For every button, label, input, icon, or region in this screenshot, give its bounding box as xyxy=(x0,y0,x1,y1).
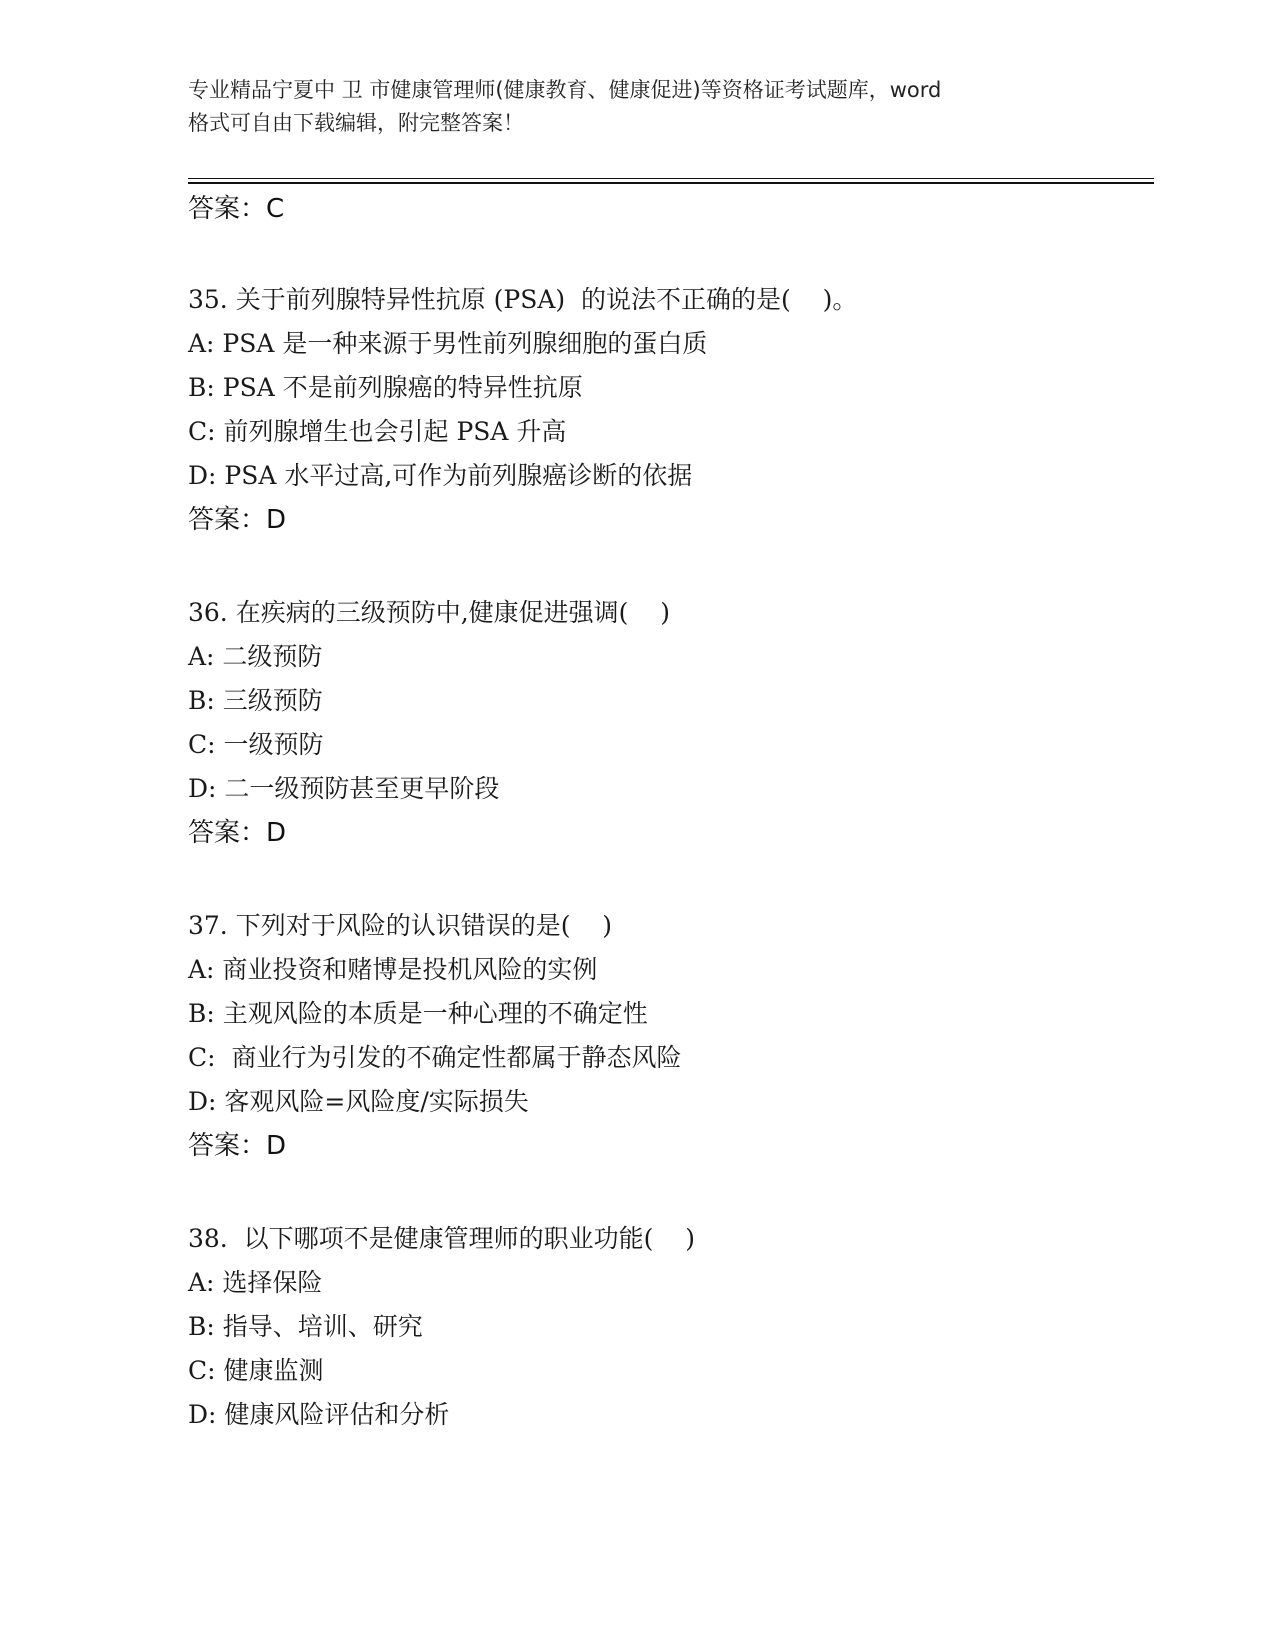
question-37-stem: 37. 下列对于风险的认识错误的是( ) xyxy=(188,911,613,940)
question-38-option-b: B: 指导、培训、研究 xyxy=(188,1312,423,1341)
question-37-option-c: C: 商业行为引发的不确定性都属于静态风险 xyxy=(188,1043,682,1072)
question-36-option-a: A: 二级预防 xyxy=(188,642,323,671)
header-line-2: 格式可自由下载编辑，附完整答案！ xyxy=(188,111,524,135)
header-line-1: 专业精品宁夏中 卫 市健康管理师(健康教育、健康促进)等资格证考试题库，word xyxy=(188,78,942,102)
question-35-option-d: D: PSA 水平过高,可作为前列腺癌诊断的依据 xyxy=(188,461,693,490)
question-38-option-c: C: 健康监测 xyxy=(188,1356,324,1385)
question-35-option-a: A: PSA 是一种来源于男性前列腺细胞的蛋白质 xyxy=(188,329,708,358)
question-37-option-a: A: 商业投资和赌博是投机风险的实例 xyxy=(188,955,598,984)
question-37-answer: 答案：D xyxy=(188,1131,287,1161)
question-36-answer: 答案：D xyxy=(188,818,287,848)
question-35-option-c: C: 前列腺增生也会引起 PSA 升高 xyxy=(188,417,567,446)
question-36-option-c: C: 一级预防 xyxy=(188,730,324,759)
question-36-stem: 36. 在疾病的三级预防中,健康促进强调( ) xyxy=(188,598,670,627)
question-38-option-a: A: 选择保险 xyxy=(188,1268,323,1297)
question-35-option-b: B: PSA 不是前列腺癌的特异性抗原 xyxy=(188,373,583,402)
question-35-answer: 答案：D xyxy=(188,505,287,535)
previous-answer: 答案：C xyxy=(188,194,285,224)
question-37-option-d: D: 客观风险=风险度/实际损失 xyxy=(188,1087,529,1116)
header-rule-thick xyxy=(188,182,1154,184)
question-38-option-d: D: 健康风险评估和分析 xyxy=(188,1400,450,1429)
question-37-option-b: B: 主观风险的本质是一种心理的不确定性 xyxy=(188,999,648,1028)
header-rule-thin xyxy=(188,178,1154,179)
question-38-stem: 38. 以下哪项不是健康管理师的职业功能( ) xyxy=(188,1224,695,1253)
document-header xyxy=(188,74,1108,140)
question-35-stem: 35. 关于前列腺特异性抗原 (PSA) 的说法不正确的是( )。 xyxy=(188,285,858,314)
question-36-option-b: B: 三级预防 xyxy=(188,686,323,715)
question-36-option-d: D: 二一级预防甚至更早阶段 xyxy=(188,774,500,803)
